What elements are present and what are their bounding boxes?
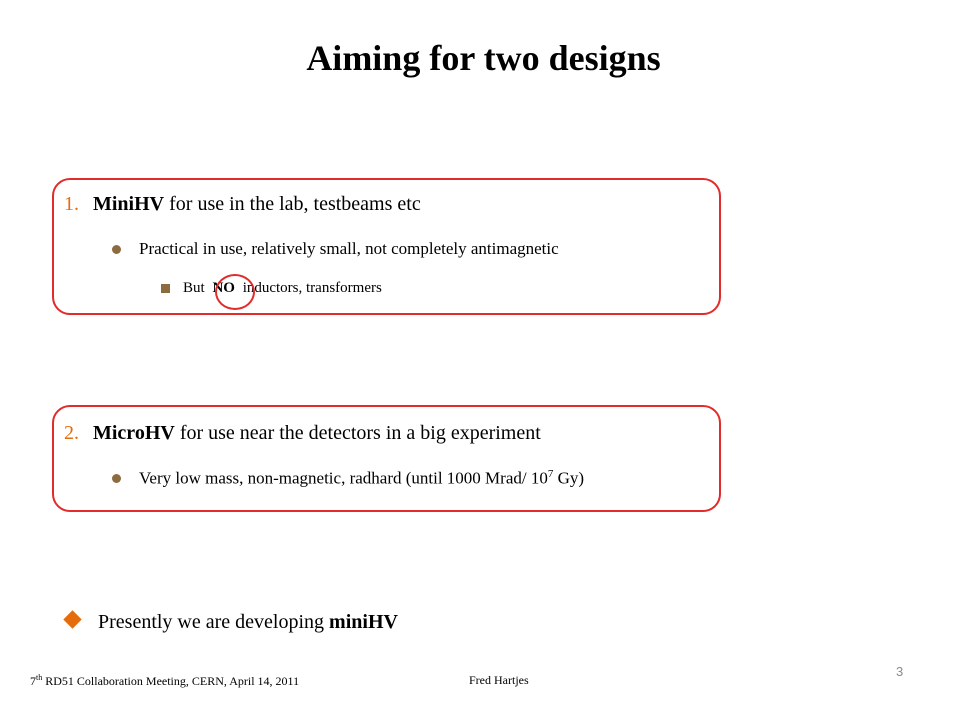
design2-bullet-exponent: 7: [547, 468, 554, 480]
design1-heading: [64, 194, 421, 214]
design1-bullet: Practical in use, relatively small, not completely antimagnetic: [139, 239, 559, 258]
footer-meeting: [30, 674, 299, 687]
design2-bullet-text: Very low mass, non-magnetic, radhard (until 1000 Mrad/ 10: [139, 468, 548, 488]
design2-bullet-unit: Gy): [557, 468, 585, 488]
diamond-bullet-icon: [63, 610, 81, 628]
design1-name: MiniHV: [93, 193, 165, 215]
presently-text: Presently we are developing: [98, 611, 325, 633]
page-number: 3: [896, 664, 904, 679]
design2-name: MicroHV: [93, 422, 175, 444]
no-highlight-circle: [215, 274, 255, 310]
bullet-dot-icon: [112, 474, 121, 483]
subbullet-prefix: But: [183, 280, 205, 296]
footer-meeting-number: 7: [30, 674, 36, 688]
bullet-dot-icon: [112, 245, 121, 254]
bullet-square-icon: [161, 284, 170, 293]
footer-meeting-text: RD51 Collaboration Meeting, CERN, April 14, 2011: [45, 674, 300, 688]
footer-meeting-ordinal: th: [36, 673, 43, 682]
presently-emphasis: miniHV: [329, 611, 398, 633]
design1-subbullet: [183, 281, 382, 296]
subbullet-suffix: inductors, transformers: [242, 280, 382, 296]
design2-bullet: [139, 469, 584, 487]
presently-line: [98, 612, 398, 632]
subbullet-no-emphasis: NO: [212, 280, 235, 296]
design1-description: for use in the lab, testbeams etc: [169, 193, 421, 215]
design2-heading: [64, 423, 541, 443]
design1-number: 1.: [64, 193, 79, 215]
slide-title: Aiming for two designs: [306, 38, 661, 78]
design2-description: for use near the detectors in a big experiment: [179, 422, 541, 444]
design2-number: 2.: [64, 422, 79, 444]
footer-author: Fred Hartjes: [469, 673, 529, 687]
